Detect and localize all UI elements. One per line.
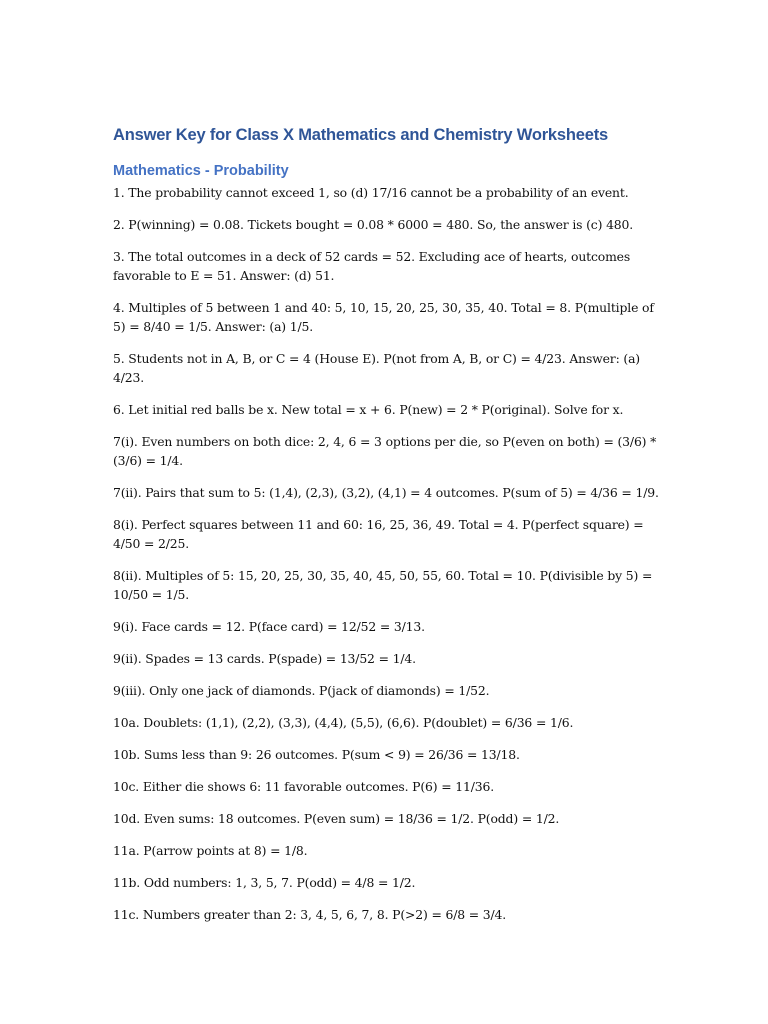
answer-item: 7(ii). Pairs that sum to 5: (1,4), (2,3), (3,2), (4,1) = 4 outcomes. P(sum of 5) = 4/36 = 1/9. [113, 485, 659, 500]
answer-item: 5. Students not in A, B, or C = 4 (House E). P(not from A, B, or C) = 4/23. Answer: (a) 4/23. [113, 351, 640, 385]
answer-item: 10b. Sums less than 9: 26 outcomes. P(sum < 9) = 26/36 = 13/18. [113, 747, 520, 762]
answer-item: 6. Let initial red balls be x. New total = x + 6. P(new) = 2 * P(original). Solve for x. [113, 402, 624, 417]
answer-item: 9(i). Face cards = 12. P(face card) = 12/52 = 3/13. [113, 619, 425, 634]
answer-item: 11c. Numbers greater than 2: 3, 4, 5, 6, 7, 8. P(>2) = 6/8 = 3/4. [113, 907, 507, 922]
answer-item: 10d. Even sums: 18 outcomes. P(even sum) = 18/36 = 1/2. P(odd) = 1/2. [113, 811, 560, 826]
answer-item: 10c. Either die shows 6: 11 favorable outcomes. P(6) = 11/36. [113, 779, 495, 794]
answer-item: 4. Multiples of 5 between 1 and 40: 5, 10, 15, 20, 25, 30, 35, 40. Total = 8. P(multiple of 5) = 8/40 = 1/5. Answer: (a) 1/5. [113, 300, 654, 334]
document-title: Answer Key for Class X Mathematics and Chemistry Worksheets [113, 126, 608, 144]
answer-item: 7(i). Even numbers on both dice: 2, 4, 6 = 3 options per die, so P(even on both) = (3/6) * (3/6) = 1/4. [113, 434, 657, 468]
answer-item: 11a. P(arrow points at 8) = 1/8. [113, 843, 308, 858]
answer-item: 3. The total outcomes in a deck of 52 cards = 52. Excluding ace of hearts, outcomes favorable to E = 51. Answer: (d) 51. [113, 249, 631, 283]
answer-item: 9(iii). Only one jack of diamonds. P(jack of diamonds) = 1/52. [113, 683, 490, 698]
answer-item: 8(i). Perfect squares between 11 and 60: 16, 25, 36, 49. Total = 4. P(perfect square) = 4/50 = 2/25. [113, 517, 644, 551]
answer-item: 2. P(winning) = 0.08. Tickets bought = 0.08 * 6000 = 480. So, the answer is (c) 480. [113, 217, 634, 232]
answer-item: 11b. Odd numbers: 1, 3, 5, 7. P(odd) = 4/8 = 1/2. [113, 875, 416, 890]
answer-item: 1. The probability cannot exceed 1, so (d) 17/16 cannot be a probability of an event. [113, 185, 629, 200]
document-page [113, 124, 661, 937]
answer-item: 10a. Doublets: (1,1), (2,2), (3,3), (4,4), (5,5), (6,6). P(doublet) = 6/36 = 1/6. [113, 715, 574, 730]
answer-item: 8(ii). Multiples of 5: 15, 20, 25, 30, 35, 40, 45, 50, 55, 60. Total = 10. P(divisible by 5) = 10/50 = 1/5. [113, 568, 653, 602]
answer-item: 9(ii). Spades = 13 cards. P(spade) = 13/52 = 1/4. [113, 651, 416, 666]
section-heading: Mathematics - Probability [113, 163, 289, 179]
